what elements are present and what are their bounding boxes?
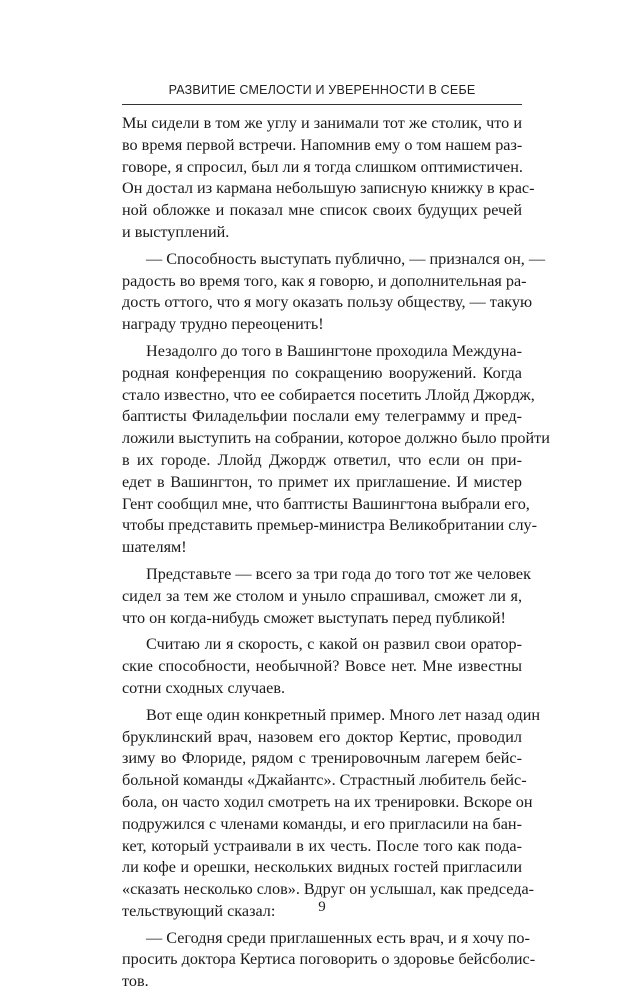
header-divider — [122, 104, 522, 105]
paragraph — [122, 113, 535, 244]
text-line: Считаю ли я скорость, с какой он развил свои оратор- — [146, 635, 522, 654]
paragraph — [122, 928, 536, 993]
text-line: Вот еще один конкретный пример. Много лет назад один — [146, 705, 541, 724]
text-line: — Способность выступать публично, — признался он, — — [146, 249, 546, 268]
paragraph — [122, 564, 531, 629]
page-number: 9 — [318, 899, 326, 915]
text-line: Представьте — всего за три года до того тот же человек — [146, 564, 531, 583]
text-line: баптисты Филадельфии послали ему телеграмму и пред- — [122, 407, 522, 426]
text-line: кет, который устраивали в их честь. После того как пода- — [122, 836, 522, 855]
text-line: сидел за тем же столом и уныло спрашивал, сможет ли я, — [122, 586, 522, 605]
paragraph — [122, 249, 546, 336]
text-line: чтобы представить премьер-министра Великобритании слу- — [122, 516, 538, 535]
text-line: тов. — [122, 972, 149, 991]
paragraph — [122, 705, 541, 923]
text-line: дость оттого, что я могу оказать пользу обществу, — такую — [122, 293, 533, 312]
text-line: что он когда-нибудь сможет выступать перед публикой! — [122, 608, 506, 627]
paragraph — [122, 634, 522, 699]
paragraph — [122, 341, 550, 559]
text-line: бола, он часто ходил смотреть на их тренировки. Вскоре он — [122, 792, 533, 811]
text-line: говоре, я спросил, был ли я тогда слишком оптимистичен. — [122, 157, 523, 176]
text-line: радость во время того, как я говорю, и дополнительная ра- — [122, 271, 527, 290]
text-line: стало известно, что ее собирается посетить Ллойд Джордж, — [122, 385, 535, 404]
text-line: родная конференция по сокращению вооружений. Когда — [122, 363, 522, 382]
text-line: Незадолго до того в Вашингтоне проходила Междуна- — [146, 341, 522, 360]
text-line: ские способности, необычной? Вовсе нет. Мне известны — [122, 657, 522, 676]
text-line: во время первой встречи. Напомнив ему о том нашем раз- — [122, 135, 523, 154]
text-line: подружился с членами команды, и его пригласили на бан- — [122, 814, 522, 833]
text-line: ной обложке и показал мне список своих будущих речей — [122, 201, 522, 220]
text-line: Гент сообщил мне, что баптисты Вашингтона выбрали его, — [122, 494, 530, 513]
text-line: «сказать несколько слов». Вдруг он услышал, как председа- — [122, 880, 535, 899]
text-line: награду трудно переоценить! — [122, 315, 324, 334]
text-line: тельствующий сказал: — [122, 901, 276, 920]
text-line: и выступлений. — [122, 222, 230, 241]
text-line: сотни сходных случаев. — [122, 678, 286, 697]
text-line: Он достал из кармана небольшую записную книжку в крас- — [122, 179, 535, 198]
body-text — [122, 113, 550, 998]
text-line: ли кофе и орешки, нескольких видных гостей пригласили — [122, 858, 522, 877]
text-line: зиму во Флориде, рядом с тренировочным лагерем бейс- — [122, 749, 522, 768]
text-line: ложили выступить на собрании, которое должно было пройти — [122, 429, 550, 448]
text-line: — Сегодня среди приглашенных есть врач, и я хочу по- — [146, 928, 530, 947]
text-line: бруклинский врач, назовем его доктор Кертис, проводил — [122, 727, 522, 746]
text-line: едет в Вашингтон, то примет их приглашение. И мистер — [122, 472, 522, 491]
text-line: Мы сидели в том же углу и занимали тот же столик, что и — [122, 114, 522, 132]
text-line: больной команды «Джайантс». Страстный любитель бейс- — [122, 771, 527, 790]
text-line: в их городе. Ллойд Джордж ответил, что если он при- — [122, 450, 522, 469]
running-header: РАЗВИТИЕ СМЕЛОСТИ И УВЕРЕННОСТИ В СЕБЕ — [168, 83, 476, 97]
text-line: шателям! — [122, 538, 187, 557]
text-line: просить доктора Кертиса поговорить о здоровье бейсболис- — [122, 950, 536, 969]
